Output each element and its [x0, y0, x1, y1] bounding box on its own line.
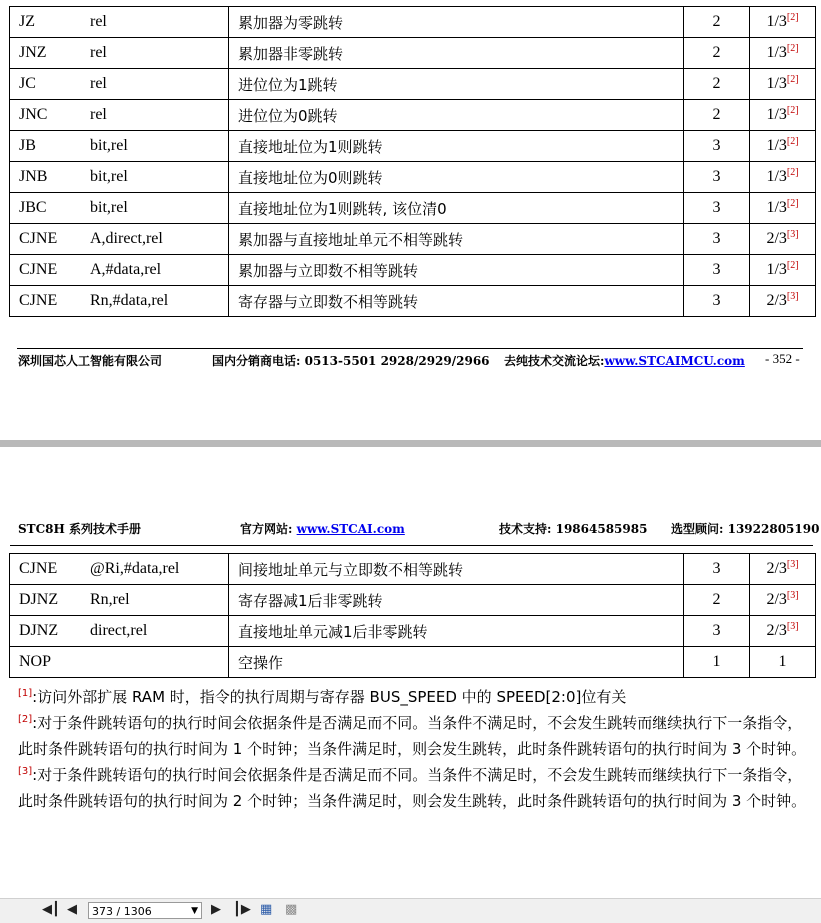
- instruction-cell: [10, 100, 229, 131]
- operand: rel: [90, 13, 107, 30]
- cycle-cell: [750, 7, 816, 38]
- footer-page-number: - 352 -: [765, 351, 800, 366]
- description: 直接地址位为1则跳转, 该位清0: [229, 193, 684, 224]
- cycle-note: [3]: [786, 590, 799, 601]
- cycle-cell: [750, 647, 816, 678]
- description: 直接地址单元减1后非零跳转: [229, 616, 684, 647]
- last-page-icon[interactable]: ┃▶: [233, 902, 251, 917]
- byte-count: 3: [684, 554, 750, 585]
- header-site-label: 官方网站:: [240, 522, 297, 536]
- operand: rel: [90, 75, 107, 92]
- instruction-cell: [10, 38, 229, 69]
- note-3-mark: [3]: [18, 766, 33, 777]
- cycle-count: 1/3: [766, 137, 787, 154]
- page-separator: [0, 440, 821, 447]
- description: 累加器非零跳转: [229, 38, 684, 69]
- instruction-row: [10, 100, 816, 131]
- cycle-count: 2/3: [766, 292, 787, 309]
- description: 空操作: [229, 647, 684, 678]
- instruction-row: [10, 286, 816, 317]
- instruction-cell: [10, 193, 229, 224]
- page-number-input[interactable]: [88, 902, 202, 919]
- instruction-table-top: [9, 6, 816, 317]
- description: 直接地址位为0则跳转: [229, 162, 684, 193]
- fit-page-icon[interactable]: ▦: [260, 902, 273, 917]
- cycle-note: [2]: [786, 105, 799, 116]
- instruction-row: [10, 616, 816, 647]
- description: 进位位为1跳转: [229, 69, 684, 100]
- operand: rel: [90, 44, 107, 61]
- mnemonic: DJNZ: [19, 622, 59, 639]
- note-2-mark: [2]: [18, 714, 33, 725]
- footer-phone: 国内分销商电话: 0513-5501 2928/2929/2966: [212, 354, 490, 368]
- operand: Rn,#data,rel: [90, 292, 169, 309]
- note-2-text: :对于条件跳转语句的执行时间会依据条件是否满足而不同。当条件不满足时，不会发生跳转而继续执行下一条指令，此时条件跳转语句的执行时间为 1 个时钟；当条件满足时，则会发生跳转，此时条件跳转语句的执行时间为 3 个时钟。: [18, 714, 807, 758]
- cycle-note: [2]: [786, 74, 799, 85]
- chevron-down-icon[interactable]: ▼: [191, 906, 198, 916]
- instruction-row: [10, 647, 816, 678]
- operand: @Ri,#data,rel: [90, 560, 180, 577]
- footer-company: 深圳国芯人工智能有限公司: [18, 354, 163, 368]
- cycle-count: 2/3: [766, 591, 787, 608]
- cycle-cell: [750, 255, 816, 286]
- mnemonic: DJNZ: [19, 591, 59, 608]
- cycle-note: [3]: [786, 621, 799, 632]
- byte-count: 2: [684, 69, 750, 100]
- prev-page-icon[interactable]: ◀: [67, 902, 77, 917]
- note-1-mark: [1]: [18, 688, 33, 699]
- mnemonic: NOP: [19, 653, 52, 670]
- description: 间接地址单元与立即数不相等跳转: [229, 554, 684, 585]
- operand: bit,rel: [90, 199, 128, 216]
- cycle-count: 1/3: [766, 44, 787, 61]
- description: 寄存器减1后非零跳转: [229, 585, 684, 616]
- operand: direct,rel: [90, 622, 148, 639]
- description: 累加器为零跳转: [229, 7, 684, 38]
- footer-forum: [504, 352, 745, 369]
- byte-count: 3: [684, 193, 750, 224]
- cycle-count: 1/3: [766, 261, 787, 278]
- mnemonic: CJNE: [19, 560, 58, 577]
- cycle-count: 2/3: [766, 560, 787, 577]
- byte-count: 3: [684, 224, 750, 255]
- header-site-link[interactable]: www.STCAI.com: [296, 522, 405, 536]
- cycle-cell: [750, 224, 816, 255]
- instruction-cell: [10, 162, 229, 193]
- instruction-row: [10, 193, 816, 224]
- instruction-cell: [10, 647, 229, 678]
- description: 累加器与立即数不相等跳转: [229, 255, 684, 286]
- byte-count: 2: [684, 38, 750, 69]
- note-1-text: :访问外部扩展 RAM 时，指令的执行周期与寄存器 BUS_SPEED 中的 SPEED[2:0]位有关: [32, 688, 627, 706]
- cycle-cell: [750, 69, 816, 100]
- mnemonic: JNC: [19, 106, 48, 123]
- instruction-cell: [10, 554, 229, 585]
- instruction-row: [10, 38, 816, 69]
- mnemonic: CJNE: [19, 230, 58, 247]
- note-3-text: :对于条件跳转语句的执行时间会依据条件是否满足而不同。当条件不满足时，不会发生跳转而继续执行下一条指令，此时条件跳转语句的执行时间为 2 个时钟；当条件满足时，则会发生跳转，此时条件跳转语句的执行时间为 3 个时钟。: [18, 766, 807, 810]
- instruction-cell: [10, 69, 229, 100]
- operand: rel: [90, 106, 107, 123]
- cycle-note: [2]: [786, 198, 799, 209]
- mnemonic: JNB: [19, 168, 48, 185]
- mnemonic: CJNE: [19, 292, 58, 309]
- instruction-row: [10, 585, 816, 616]
- description: 寄存器与立即数不相等跳转: [229, 286, 684, 317]
- cycle-count: 1/3: [766, 13, 787, 30]
- description: 累加器与直接地址单元不相等跳转: [229, 224, 684, 255]
- cycle-cell: [750, 100, 816, 131]
- header-title: STC8H 系列技术手册: [18, 522, 142, 536]
- page-indicator: 373 / 1306: [92, 905, 152, 918]
- notes: [18, 684, 808, 814]
- next-page-icon[interactable]: ▶: [211, 902, 221, 917]
- byte-count: 3: [684, 255, 750, 286]
- instruction-cell: [10, 131, 229, 162]
- cycle-cell: [750, 286, 816, 317]
- note-1: [18, 684, 808, 710]
- operand: A,direct,rel: [90, 230, 163, 247]
- header-support: 技术支持: 19864585985: [499, 522, 648, 536]
- instruction-row: [10, 255, 816, 286]
- cycle-cell: [750, 554, 816, 585]
- header-site: [240, 520, 405, 537]
- cycle-count: 2/3: [766, 230, 787, 247]
- cycle-cell: [750, 131, 816, 162]
- note-3: [18, 762, 808, 814]
- instruction-cell: [10, 286, 229, 317]
- cycle-count: 1/3: [766, 75, 787, 92]
- cycle-cell: [750, 162, 816, 193]
- cycle-note: [2]: [786, 43, 799, 54]
- instruction-cell: [10, 585, 229, 616]
- first-page-icon[interactable]: ◀┃: [42, 902, 60, 917]
- byte-count: 3: [684, 131, 750, 162]
- instruction-cell: [10, 7, 229, 38]
- mnemonic: JZ: [19, 13, 35, 30]
- cycle-note: [2]: [786, 12, 799, 23]
- header-advisor: 选型顾问: 13922805190: [671, 522, 820, 536]
- byte-count: 3: [684, 162, 750, 193]
- description: 直接地址位为1则跳转: [229, 131, 684, 162]
- byte-count: 2: [684, 585, 750, 616]
- note-2: [18, 710, 808, 762]
- instruction-row: [10, 224, 816, 255]
- operand: Rn,rel: [90, 591, 130, 608]
- cycle-count: 2/3: [766, 622, 787, 639]
- header-rule: [10, 545, 813, 546]
- description: 进位位为0跳转: [229, 100, 684, 131]
- two-page-icon[interactable]: ▩: [285, 902, 298, 917]
- cycle-cell: [750, 585, 816, 616]
- viewer-toolbar: [0, 898, 821, 923]
- cycle-count: 1/3: [766, 168, 787, 185]
- cycle-cell: [750, 193, 816, 224]
- byte-count: 3: [684, 286, 750, 317]
- byte-count: 2: [684, 7, 750, 38]
- instruction-cell: [10, 616, 229, 647]
- cycle-note: [2]: [786, 260, 799, 271]
- cycle-note: [3]: [786, 229, 799, 240]
- byte-count: 1: [684, 647, 750, 678]
- instruction-cell: [10, 255, 229, 286]
- cycle-note: [2]: [786, 136, 799, 147]
- footer-forum-link[interactable]: www.STCAIMCU.com: [604, 354, 745, 368]
- instruction-row: [10, 69, 816, 100]
- mnemonic: JNZ: [19, 44, 47, 61]
- mnemonic: JC: [19, 75, 36, 92]
- instruction-row: [10, 7, 816, 38]
- footer-rule: [17, 348, 803, 349]
- cycle-note: [2]: [786, 167, 799, 178]
- cycle-count: 1: [778, 653, 787, 670]
- instruction-row: [10, 131, 816, 162]
- cycle-count: 1/3: [766, 106, 787, 123]
- footer-forum-label: 去纯技术交流论坛:: [504, 354, 605, 368]
- instruction-cell: [10, 224, 229, 255]
- instruction-table-bottom: [9, 553, 816, 678]
- instruction-row: [10, 554, 816, 585]
- byte-count: 3: [684, 616, 750, 647]
- cycle-count: 1/3: [766, 199, 787, 216]
- mnemonic: JBC: [19, 199, 47, 216]
- operand: A,#data,rel: [90, 261, 162, 278]
- cycle-note: [3]: [786, 291, 799, 302]
- cycle-cell: [750, 616, 816, 647]
- mnemonic: JB: [19, 137, 36, 154]
- operand: bit,rel: [90, 137, 128, 154]
- cycle-cell: [750, 38, 816, 69]
- cycle-note: [3]: [786, 559, 799, 570]
- instruction-row: [10, 162, 816, 193]
- mnemonic: CJNE: [19, 261, 58, 278]
- operand: bit,rel: [90, 168, 128, 185]
- byte-count: 2: [684, 100, 750, 131]
